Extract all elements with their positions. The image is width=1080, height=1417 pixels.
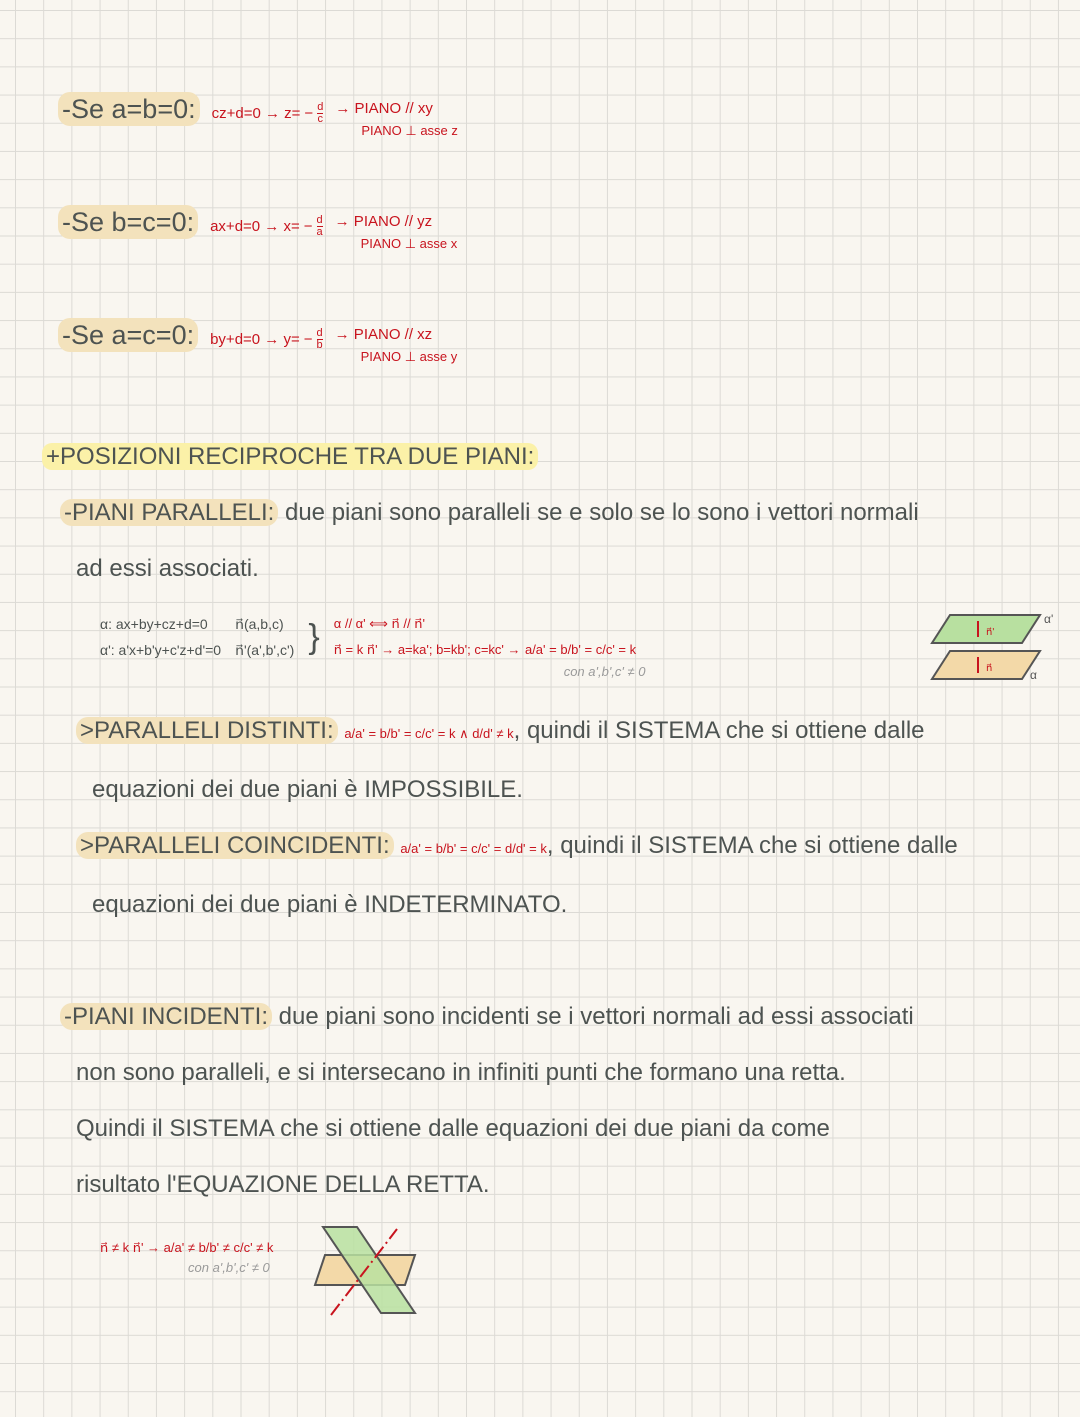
coincident-formula: a/a' = b/b' = c/c' = d/d' = k [400,841,547,856]
incident-line-4: risultato l'EQUAZIONE DELLA RETTA. [76,1171,490,1198]
case-results [335,92,458,139]
plane-label-bottom: α [1030,668,1037,682]
spacer [42,933,1050,989]
incident-line-3: Quindi il SISTEMA che si ottiene dalle equazioni dei due piani da come [76,1115,830,1142]
parallel-definition-cont: ad essi associati. [76,555,259,582]
case-fraction: $\frac{d}{a}$ [316,214,323,238]
case-result-parallel: → PIANO // yz [334,213,433,230]
case-a-b [58,92,1050,205]
incident-formula-group [100,1223,273,1277]
case-result-parallel: → PIANO // xz [334,326,433,343]
normal-vector-2: n⃗'(a',b',c') [235,642,295,658]
normal-vector: n⃗(a,b,c) [235,616,284,632]
normal-label-bottom: n⃗ [986,663,993,674]
parallel-conditions [334,611,646,681]
case-fraction-sign: − [303,218,313,235]
incident-planes-figure [309,1223,419,1318]
incident-definition [60,989,1040,1213]
parallel-heading: -PIANI PARALLELI: [60,499,278,526]
case-equation: by+d=0 → y= [210,331,300,348]
incident-formula: n⃗ ≠ k n⃗' → a/a' ≠ b/b' ≠ c/c' ≠ k [100,1240,274,1255]
coincident-text: , quindi il SISTEMA che si ottiene dalle [546,832,958,859]
ratio-formula: a/a' = b/b' = c/c' = k [524,642,637,657]
plane-equation-a: α: ax+by+cz+d=0 [100,616,208,632]
distinct-heading: >PARALLELI DISTINTI: [76,717,338,744]
case-result-parallel: → PIANO // xy [335,100,433,117]
case-fraction-sign: − [303,331,313,348]
coincident-line-cont: equazioni dei due piani è INDETERMINATO. [92,891,568,918]
case-equation-group [210,205,323,238]
section-title: +POSIZIONI RECIPROCHE TRA DUE PIANI: [42,437,1050,477]
case-fraction: $\frac{d}{c}$ [317,101,324,125]
case-equation: ax+d=0 → x= [210,218,300,235]
incident-line-2: non sono paralleli, e si intersecano in infiniti punti che formano una retta. [76,1059,846,1086]
plane-label-top: α' [1044,612,1054,626]
distinct-formula: a/a' = b/b' = c/c' = k ∧ d/d' ≠ k [344,726,514,741]
case-results [335,205,458,252]
plane-equation-a2: α': a'x+b'y+c'z+d'=0 [100,642,222,658]
case-a-c [58,318,1050,431]
case-equation-group [210,318,323,351]
case-label: -Se a=b=0: [58,92,200,126]
proportional-condition: n⃗ = k n⃗' → a=ka'; b=kb'; c=kc' → [333,642,521,657]
brace: } [308,618,320,656]
parallel-formulas [100,611,1060,691]
parallel-definition [60,485,1040,597]
distinct-line [76,703,1040,818]
incident-text: due piani sono incidenti se i vettori normali ad essi associati [272,1003,914,1030]
coincident-line [76,818,1040,933]
case-equation: cz+d=0 → z= [211,105,301,122]
case-fraction-sign: − [304,105,314,122]
normal-vectors [235,611,294,663]
case-equation-group [212,92,324,125]
parallel-condition: α // α' ⟺ n⃗ // n⃗' [333,616,425,631]
case-label: -Se b=c=0: [58,205,198,239]
incident-formulas [100,1223,1050,1318]
ratio-note: con a',b',c' ≠ 0 [563,664,646,679]
case-b-c [58,205,1050,318]
parallel-text: due piani sono paralleli se e solo se lo sono i vettori normali [278,499,919,526]
normal-label-top: n⃗' [986,627,995,638]
case-fraction: $\frac{d}{b}$ [316,327,323,351]
distinct-text: , quindi il SISTEMA che si ottiene dalle [513,717,925,744]
incident-note: con a',b',c' ≠ 0 [188,1260,270,1275]
incident-heading: -PIANI INCIDENTI: [60,1003,272,1030]
case-result-perp: PIANO ⊥ asse z [361,123,458,138]
case-result-perp: PIANO ⊥ asse y [360,349,458,364]
plane-equations [100,611,221,663]
parallel-planes-figure [930,611,1060,691]
case-results [335,318,458,365]
case-label: -Se a=c=0: [58,318,198,352]
distinct-line-cont: equazioni dei due piani è IMPOSSIBILE. [92,776,523,803]
case-result-perp: PIANO ⊥ asse x [360,236,458,251]
coincident-heading: >PARALLELI COINCIDENTI: [76,832,394,859]
